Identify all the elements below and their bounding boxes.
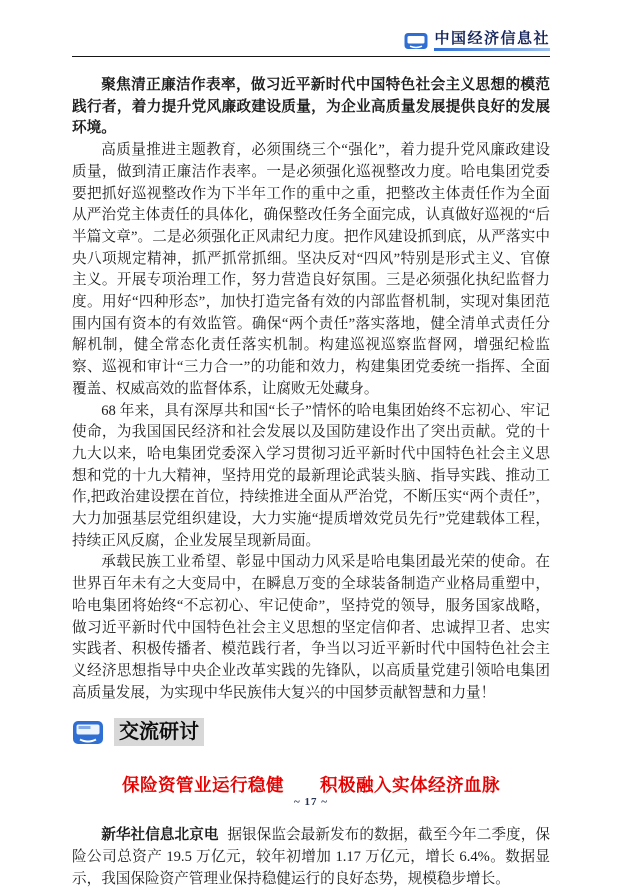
body-paragraph-1: 高质量推进主题教育，必须围绕三个“强化”，着力提升党风廉政建设质量，做到清正廉洁作表率。一是必须强化巡视整改力度。哈电集团党委要把抓好巡视整改作为下半年工作的重中之重，把整改主体责任作为全面从严治党主体责任的具体化，确保整改任务全面完成，认真做好巡视的“后半篇文章”。二是必须强化正风肃纪力度。把作风建设抓到底，从严落实中央八项规定精神，抓严抓常抓细。坚决反对“四风”特别是形式主义、官僚主义。开展专项治理工作，努力营造良好氛围。三是必须强化执纪监督力度。用好“四种形态”，加快打造完备有效的内部监督机制，实现对集团范围内国有资本的有效监管。确保“两个责任”落实落地，健全清单式责任分解机制，健全常态化责任落实机制。构建巡视巡察监督网，增强纪检监察、巡视和审计“三力合一”的功能和效力，构建集团党委统一指挥、全面覆盖、权威高效的监督体系，让腐败无处藏身。 [72, 142, 550, 397]
article-title: 保险资管业运行稳健 积极融入实体经济血脉 [122, 775, 500, 796]
lead-paragraph: 聚焦清正廉洁作表率，做习近平新时代中国特色社会主义思想的模范践行者，着力提升党风廉政建设质量，为企业高质量发展提供良好的发展环境。 [72, 77, 550, 137]
body-paragraph-3: 承载民族工业希望、彰显中国动力风采是哈电集团最光荣的使命。在世界百年未有之大变局中，在瞬息万变的全球装备制造产业格局重塑中，哈电集团将始终“不忘初心、牢记使命”，坚持党的领导，服务国家战略，做习近平新时代中国特色社会主义思想的坚定信仰者、忠诚捍卫者、忠实实践者、积极传播者、模范践行者，争当以习近平新时代中国特色社会主义经济思想指导中央企业改革实践的先锋队，以高质量党建引领哈电集团高质量发展，为实现中华民族伟大复兴的中国梦贡献智慧和力量！ [72, 554, 550, 701]
page-number: ~ 17 ~ [294, 796, 328, 808]
section-header [72, 718, 550, 746]
body-paragraph-2: 68 年来，具有深厚共和国“长子”情怀的哈电集团始终不忘初心、牢记使命，为我国国民经济和社会发展以及国防建设作出了突出贡献。党的十九大以来，哈电集团党委深入学习贯彻习近平新时代中国特色社会主义思想和党的十九大精神，坚持用党的最新理论武装头脑、指导实践、推动工作,把政治建设摆在首位，持续推进全面从严治党，不断压实“两个责任”，大力加强基层党组织建设，大力实施“提质增效党员先行”党建载体工程，持续正风反腐，企业发展呈现新局面。 [72, 402, 550, 549]
article2-paragraph [72, 825, 550, 890]
logo [404, 30, 550, 51]
logo-text: 中国经济信息社 [434, 30, 550, 47]
tv-logo-icon [404, 31, 428, 51]
logo-underline [434, 48, 550, 51]
page-content [0, 57, 622, 891]
tv-section-icon [72, 719, 104, 746]
article2-text: 据银保监会最新发布的数据，截至今年二季度，保险公司总资产 19.5 万亿元，较年初增加 1.17 万亿元，增长 6.4%。数据显示，我国保险资产管理业保持稳健运行的良好态势，规模稳步增长。 [72, 827, 550, 887]
dateline: 新华社信息北京电 [101, 827, 219, 844]
page-header [0, 0, 622, 57]
section-label: 交流研讨 [114, 718, 204, 746]
